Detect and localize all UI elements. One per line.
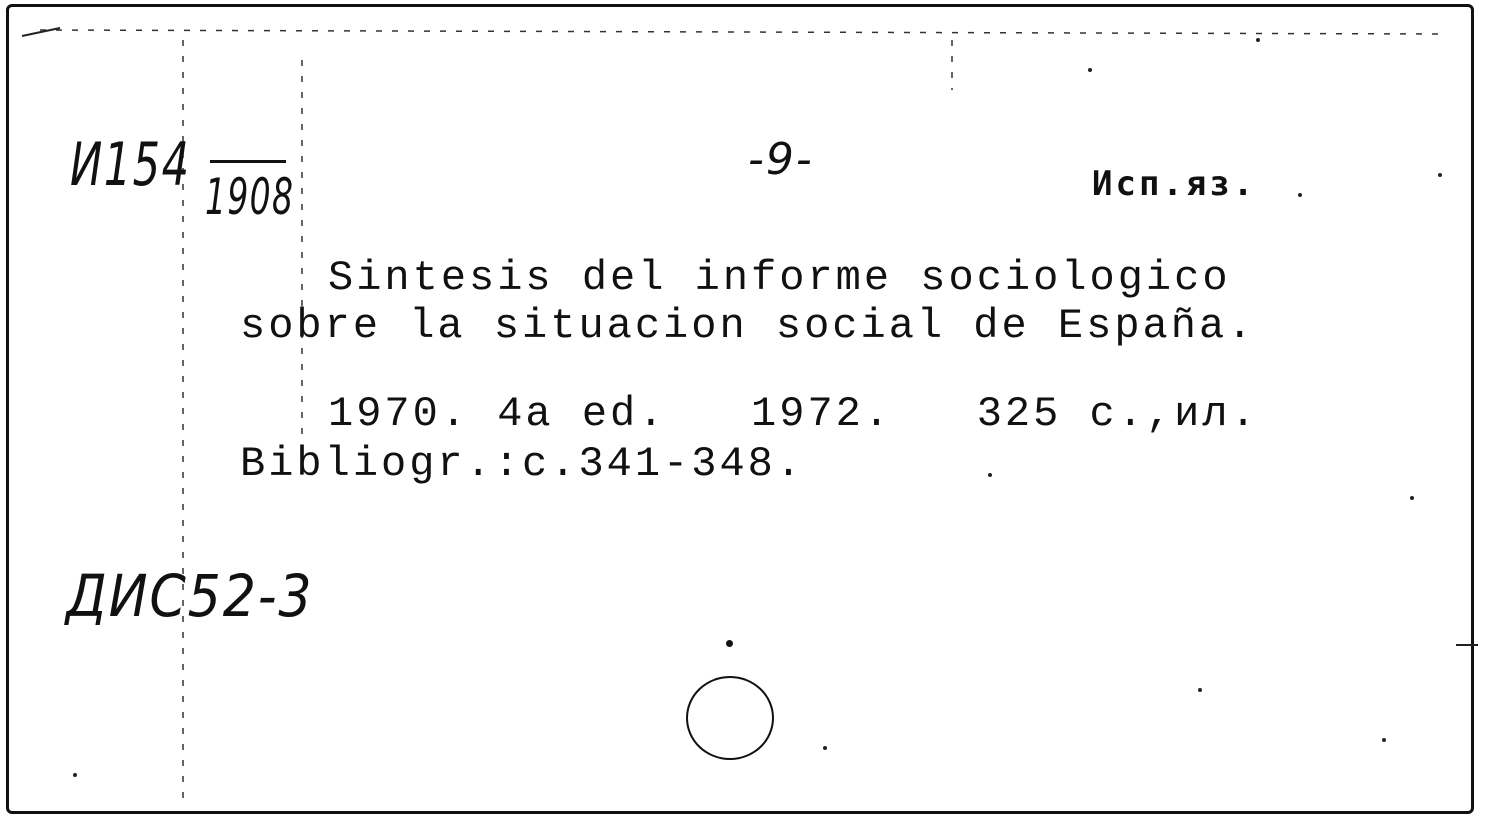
shelf-mark: ДИС52-3 xyxy=(66,562,314,630)
call-number: И154 xyxy=(70,130,191,200)
title-line-1: Sintesis del informe sociologico xyxy=(328,254,1231,302)
bibliography-line: Bibliogr.:c.341-348. xyxy=(240,440,805,488)
card-sequence-number: -9- xyxy=(748,134,814,185)
language-note: Исп.яз. xyxy=(1092,164,1257,204)
punch-guide-dot xyxy=(726,640,733,647)
card-punch-hole xyxy=(686,676,774,760)
call-number-subscript: 1908 xyxy=(205,168,295,226)
call-number-divider xyxy=(210,160,286,163)
imprint-line: 1970. 4a ed. 1972. 325 c.,ил. xyxy=(328,390,1259,438)
title-line-2: sobre la situacion social de España. xyxy=(240,302,1256,350)
